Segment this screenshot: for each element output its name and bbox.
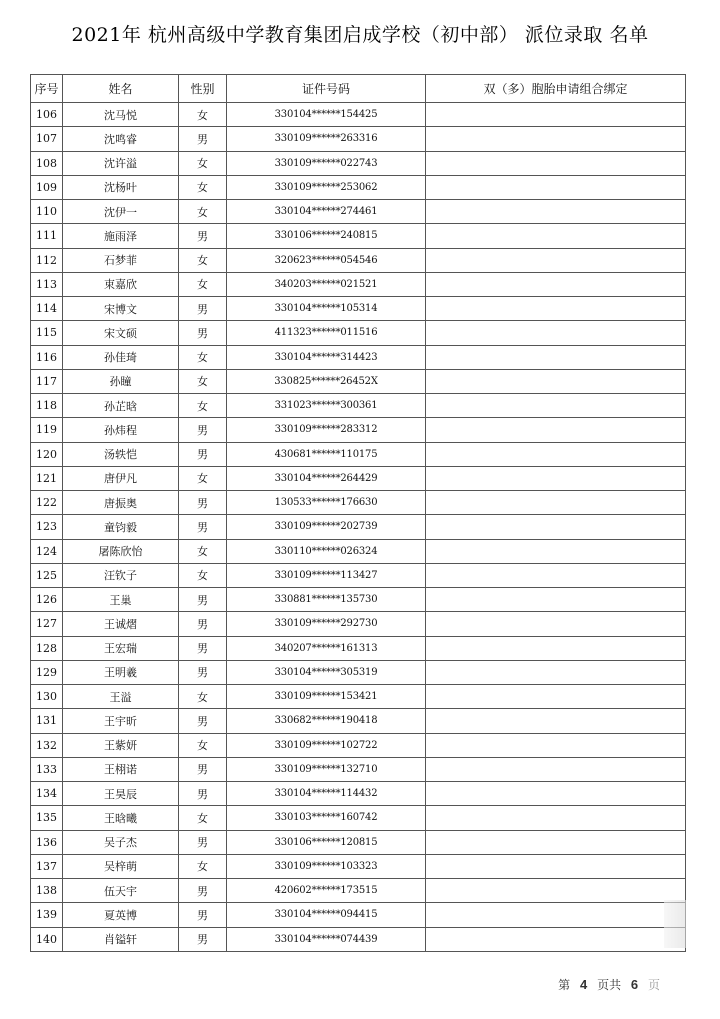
table-row <box>31 442 686 466</box>
twin-binding <box>426 515 686 539</box>
student-name: 肖镒轩 <box>63 927 179 951</box>
twin-binding <box>426 757 686 781</box>
id-number: 340203******021521 <box>227 272 426 296</box>
id-number: 330110******026324 <box>227 539 426 563</box>
student-gender: 女 <box>179 369 227 393</box>
id-number: 330109******153421 <box>227 685 426 709</box>
twin-binding <box>426 588 686 612</box>
row-number: 135 <box>31 806 63 830</box>
table-row <box>31 660 686 684</box>
id-number: 330881******135730 <box>227 588 426 612</box>
student-name: 沈鸣睿 <box>63 127 179 151</box>
table-row <box>31 394 686 418</box>
twin-binding <box>426 612 686 636</box>
student-name: 唐伊凡 <box>63 466 179 490</box>
student-name: 王宏瑞 <box>63 636 179 660</box>
table-row <box>31 297 686 321</box>
column-header-gender: 性别 <box>179 75 227 103</box>
watermark-mark <box>664 900 686 948</box>
footer-prefix: 第 <box>558 978 571 992</box>
footer-middle: 页共 <box>597 978 622 992</box>
student-gender: 男 <box>179 515 227 539</box>
student-name: 王巢 <box>63 588 179 612</box>
table-row <box>31 200 686 224</box>
student-name: 孙瞳 <box>63 369 179 393</box>
current-page-number: 4 <box>580 977 588 992</box>
twin-binding <box>426 806 686 830</box>
id-number: 420602******173515 <box>227 879 426 903</box>
student-gender: 女 <box>179 854 227 878</box>
table-row <box>31 103 686 127</box>
twin-binding <box>426 466 686 490</box>
table-row <box>31 588 686 612</box>
id-number: 330109******102722 <box>227 733 426 757</box>
student-name: 屠陈欣怡 <box>63 539 179 563</box>
id-number: 330103******160742 <box>227 806 426 830</box>
id-number: 340207******161313 <box>227 636 426 660</box>
twin-binding <box>426 151 686 175</box>
id-number: 330104******154425 <box>227 103 426 127</box>
student-name: 沈杨叶 <box>63 175 179 199</box>
column-header-number: 序号 <box>31 75 63 103</box>
twin-binding <box>426 927 686 951</box>
id-number: 330825******26452X <box>227 369 426 393</box>
twin-binding <box>426 297 686 321</box>
row-number: 109 <box>31 175 63 199</box>
id-number: 330109******103323 <box>227 854 426 878</box>
id-number: 330104******274461 <box>227 200 426 224</box>
student-name: 王紫妍 <box>63 733 179 757</box>
table-row <box>31 345 686 369</box>
table-row <box>31 636 686 660</box>
student-gender: 男 <box>179 588 227 612</box>
student-gender: 女 <box>179 272 227 296</box>
page-footer <box>558 976 660 993</box>
table-row <box>31 879 686 903</box>
twin-binding <box>426 127 686 151</box>
footer-suffix: 页 <box>647 978 660 992</box>
table-row <box>31 806 686 830</box>
student-gender: 女 <box>179 466 227 490</box>
twin-binding <box>426 660 686 684</box>
student-gender: 女 <box>179 563 227 587</box>
row-number: 132 <box>31 733 63 757</box>
table-row <box>31 757 686 781</box>
student-name: 吴子杰 <box>63 830 179 854</box>
table-row <box>31 830 686 854</box>
student-name: 孙佳琦 <box>63 345 179 369</box>
table-row <box>31 151 686 175</box>
twin-binding <box>426 685 686 709</box>
student-name: 沈伊一 <box>63 200 179 224</box>
twin-binding <box>426 539 686 563</box>
row-number: 139 <box>31 903 63 927</box>
row-number: 129 <box>31 660 63 684</box>
twin-binding <box>426 248 686 272</box>
student-gender: 男 <box>179 297 227 321</box>
row-number: 136 <box>31 830 63 854</box>
id-number: 330104******264429 <box>227 466 426 490</box>
twin-binding <box>426 442 686 466</box>
id-number: 330109******113427 <box>227 563 426 587</box>
student-name: 童钧毅 <box>63 515 179 539</box>
student-name: 伍天宇 <box>63 879 179 903</box>
student-gender: 女 <box>179 733 227 757</box>
twin-binding <box>426 103 686 127</box>
column-header-name: 姓名 <box>63 75 179 103</box>
row-number: 122 <box>31 491 63 515</box>
student-name: 吴梓萌 <box>63 854 179 878</box>
student-gender: 女 <box>179 248 227 272</box>
row-number: 125 <box>31 563 63 587</box>
row-number: 110 <box>31 200 63 224</box>
id-number: 330109******132710 <box>227 757 426 781</box>
row-number: 106 <box>31 103 63 127</box>
id-number: 330106******240815 <box>227 224 426 248</box>
student-gender: 男 <box>179 830 227 854</box>
student-gender: 男 <box>179 442 227 466</box>
row-number: 118 <box>31 394 63 418</box>
id-number: 330104******094415 <box>227 903 426 927</box>
table-row <box>31 709 686 733</box>
student-gender: 女 <box>179 806 227 830</box>
table-row <box>31 224 686 248</box>
row-number: 140 <box>31 927 63 951</box>
id-number: 330104******074439 <box>227 927 426 951</box>
student-gender: 女 <box>179 394 227 418</box>
student-gender: 男 <box>179 709 227 733</box>
table-row <box>31 418 686 442</box>
table-row <box>31 272 686 296</box>
total-page-number: 6 <box>630 977 639 992</box>
student-gender: 男 <box>179 927 227 951</box>
id-number: 330104******105314 <box>227 297 426 321</box>
id-number: 330106******120815 <box>227 830 426 854</box>
student-gender: 男 <box>179 660 227 684</box>
table-row <box>31 248 686 272</box>
student-name: 沈许溢 <box>63 151 179 175</box>
twin-binding <box>426 491 686 515</box>
student-name: 汤轶恺 <box>63 442 179 466</box>
row-number: 123 <box>31 515 63 539</box>
row-number: 130 <box>31 685 63 709</box>
twin-binding <box>426 175 686 199</box>
student-name: 束嘉欣 <box>63 272 179 296</box>
id-number: 331023******300361 <box>227 394 426 418</box>
id-number: 330104******314423 <box>227 345 426 369</box>
row-number: 124 <box>31 539 63 563</box>
student-gender: 女 <box>179 103 227 127</box>
row-number: 112 <box>31 248 63 272</box>
student-gender: 男 <box>179 782 227 806</box>
row-number: 134 <box>31 782 63 806</box>
id-number: 330104******114432 <box>227 782 426 806</box>
student-name: 孙芷晗 <box>63 394 179 418</box>
student-gender: 女 <box>179 685 227 709</box>
row-number: 133 <box>31 757 63 781</box>
table-row <box>31 927 686 951</box>
row-number: 107 <box>31 127 63 151</box>
id-number: 330109******263316 <box>227 127 426 151</box>
row-number: 127 <box>31 612 63 636</box>
student-name: 王溢 <box>63 685 179 709</box>
column-header-twin: 双（多）胞胎申请组合绑定 <box>426 75 686 103</box>
student-gender: 男 <box>179 127 227 151</box>
twin-binding <box>426 321 686 345</box>
row-number: 128 <box>31 636 63 660</box>
twin-binding <box>426 563 686 587</box>
student-gender: 女 <box>179 175 227 199</box>
row-number: 117 <box>31 369 63 393</box>
student-gender: 男 <box>179 757 227 781</box>
twin-binding <box>426 369 686 393</box>
table-row <box>31 782 686 806</box>
student-gender: 男 <box>179 612 227 636</box>
twin-binding <box>426 394 686 418</box>
table-row <box>31 515 686 539</box>
twin-binding <box>426 636 686 660</box>
student-name: 王宇昕 <box>63 709 179 733</box>
student-gender: 男 <box>179 879 227 903</box>
id-number: 430681******110175 <box>227 442 426 466</box>
table-row <box>31 369 686 393</box>
id-number: 330682******190418 <box>227 709 426 733</box>
table-row <box>31 903 686 927</box>
row-number: 119 <box>31 418 63 442</box>
row-number: 113 <box>31 272 63 296</box>
twin-binding <box>426 854 686 878</box>
twin-binding <box>426 345 686 369</box>
row-number: 114 <box>31 297 63 321</box>
row-number: 121 <box>31 466 63 490</box>
student-name: 王昊辰 <box>63 782 179 806</box>
id-number: 330104******305319 <box>227 660 426 684</box>
student-name: 汪钦子 <box>63 563 179 587</box>
twin-binding <box>426 733 686 757</box>
table-body <box>31 103 686 952</box>
id-number: 330109******253062 <box>227 175 426 199</box>
table-row <box>31 612 686 636</box>
twin-binding <box>426 224 686 248</box>
row-number: 120 <box>31 442 63 466</box>
id-number: 320623******054546 <box>227 248 426 272</box>
student-name: 宋文硕 <box>63 321 179 345</box>
twin-binding <box>426 830 686 854</box>
column-header-id: 证件号码 <box>227 75 426 103</box>
student-gender: 女 <box>179 345 227 369</box>
twin-binding <box>426 418 686 442</box>
table-row <box>31 539 686 563</box>
id-number: 330109******283312 <box>227 418 426 442</box>
student-name: 石梦菲 <box>63 248 179 272</box>
student-gender: 女 <box>179 539 227 563</box>
student-name: 宋博文 <box>63 297 179 321</box>
table-header-row <box>31 75 686 103</box>
row-number: 138 <box>31 879 63 903</box>
id-number: 330109******202739 <box>227 515 426 539</box>
twin-binding <box>426 709 686 733</box>
table-row <box>31 321 686 345</box>
row-number: 108 <box>31 151 63 175</box>
student-gender: 男 <box>179 903 227 927</box>
twin-binding <box>426 782 686 806</box>
row-number: 137 <box>31 854 63 878</box>
student-gender: 男 <box>179 418 227 442</box>
row-number: 111 <box>31 224 63 248</box>
table-row <box>31 175 686 199</box>
twin-binding <box>426 903 686 927</box>
id-number: 330109******022743 <box>227 151 426 175</box>
student-name: 王晗曦 <box>63 806 179 830</box>
twin-binding <box>426 272 686 296</box>
table-row <box>31 491 686 515</box>
table-row <box>31 466 686 490</box>
student-name: 孙炜程 <box>63 418 179 442</box>
student-name: 夏英博 <box>63 903 179 927</box>
student-name: 施雨泽 <box>63 224 179 248</box>
student-gender: 女 <box>179 200 227 224</box>
page-title: 2021年 杭州高级中学教育集团启成学校（初中部） 派位录取 名单 <box>71 24 649 46</box>
student-gender: 男 <box>179 224 227 248</box>
table-row <box>31 733 686 757</box>
table-row <box>31 685 686 709</box>
row-number: 126 <box>31 588 63 612</box>
admission-table <box>30 74 686 952</box>
id-number: 130533******176630 <box>227 491 426 515</box>
id-number: 330109******292730 <box>227 612 426 636</box>
twin-binding <box>426 200 686 224</box>
table-row <box>31 563 686 587</box>
table-row <box>31 854 686 878</box>
table-row <box>31 127 686 151</box>
row-number: 116 <box>31 345 63 369</box>
student-gender: 女 <box>179 151 227 175</box>
student-gender: 男 <box>179 321 227 345</box>
student-name: 王栩诺 <box>63 757 179 781</box>
student-gender: 男 <box>179 636 227 660</box>
student-name: 王诚熠 <box>63 612 179 636</box>
student-name: 王明羲 <box>63 660 179 684</box>
student-name: 唐振奥 <box>63 491 179 515</box>
row-number: 115 <box>31 321 63 345</box>
student-name: 沈马悦 <box>63 103 179 127</box>
row-number: 131 <box>31 709 63 733</box>
id-number: 411323******011516 <box>227 321 426 345</box>
twin-binding <box>426 879 686 903</box>
student-gender: 男 <box>179 491 227 515</box>
